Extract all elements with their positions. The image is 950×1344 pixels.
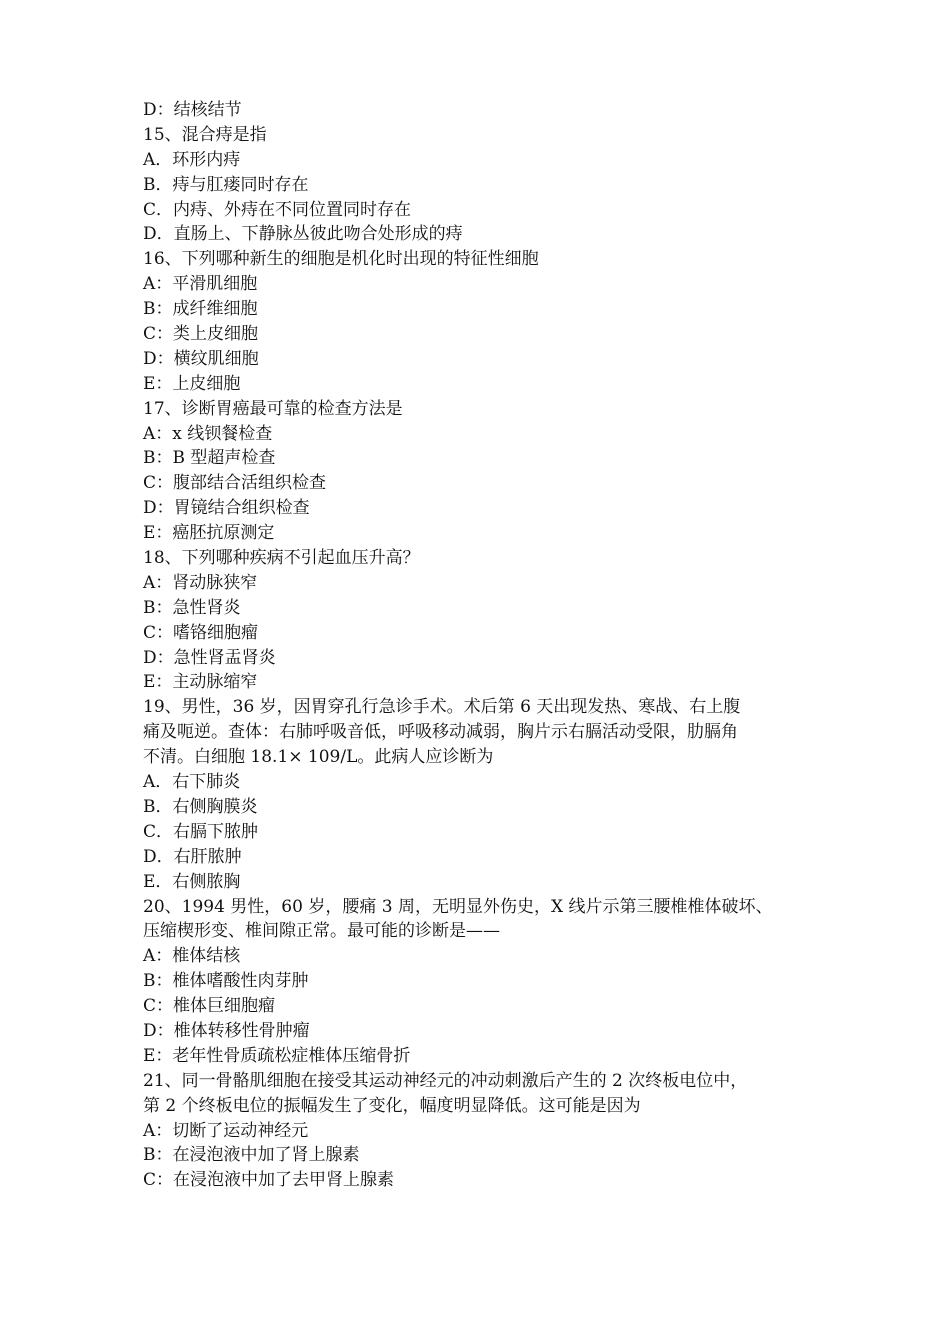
question-21-line-2: 第 2 个终板电位的振幅发生了变化，幅度明显降低。这可能是因为	[143, 1095, 641, 1116]
question-16: 16、下列哪种新生的细胞是机化时出现的特征性细胞	[143, 249, 539, 270]
option-19-d: D．右肝脓肿	[143, 846, 242, 867]
option-19-a: A．右下肺炎	[143, 772, 241, 793]
question-20-line-1: 20、1994 男性，60 岁，腰痛 3 周，无明显外伤史，X 线片示第三腰椎椎体破坏、	[143, 896, 773, 917]
option-21-a: A：切断了运动神经元	[143, 1120, 309, 1141]
option-20-a: A：椎体结核	[143, 946, 241, 967]
option-18-b: B：急性肾炎	[143, 597, 241, 618]
option-16-c: C：类上皮细胞	[143, 324, 259, 345]
question-18: 18、下列哪种疾病不引起血压升高？	[143, 548, 420, 569]
option-15-b: B．痔与肛瘘同时存在	[143, 174, 309, 195]
option-15-c: C．内痔、外痔在不同位置同时存在	[143, 199, 412, 220]
option-17-c: C：腹部结合活组织检查	[143, 473, 327, 494]
option-20-e: E：老年性骨质疏松症椎体压缩骨折	[143, 1045, 411, 1066]
question-17: 17、诊断胃癌最可靠的检查方法是	[143, 398, 403, 419]
question-21-options	[143, 1119, 823, 1194]
question-15: 15、混合痔是指	[143, 124, 267, 145]
question-19-line-1: 19、男性，36 岁，因胃穿孔行急诊手术。术后第 6 天出现发热、寒战、右上腹	[143, 697, 741, 718]
option-17-e: E：癌胚抗原测定	[143, 523, 275, 544]
option-21-b: B：在浸泡液中加了肾上腺素	[143, 1145, 360, 1166]
option-20-b: B：椎体嗜酸性肉芽肿	[143, 971, 309, 992]
option-18-a: A：肾动脉狭窄	[143, 572, 258, 593]
option-16-a: A：平滑肌细胞	[143, 274, 258, 295]
option-14-d: D：结核结节	[143, 100, 242, 120]
option-17-b: B：B 型超声检查	[143, 448, 276, 469]
option-18-e: E：主动脉缩窄	[143, 672, 258, 693]
option-16-e: E：上皮细胞	[143, 373, 241, 394]
option-16-d: D：横纹肌细胞	[143, 348, 259, 369]
option-19-c: C．右膈下脓肿	[143, 821, 259, 842]
option-17-d: D：胃镜结合组织检查	[143, 498, 310, 519]
question-19-options	[143, 770, 823, 894]
question-20-line-2: 压缩楔形变、椎间隙正常。最可能的诊断是——	[143, 921, 500, 942]
question-20-options	[143, 944, 823, 1068]
option-15-a: A．环形内痔	[143, 149, 241, 170]
questions-14-18	[143, 98, 823, 695]
option-15-d: D．直肠上、下静脉丛彼此吻合处形成的痔	[143, 224, 463, 245]
option-16-b: B：成纤维细胞	[143, 299, 258, 320]
option-21-c: C：在浸泡液中加了去甲肾上腺素	[143, 1170, 395, 1191]
option-17-a: A：x 线钡餐检查	[143, 423, 273, 444]
option-20-d: D：椎体转移性骨肿瘤	[143, 1020, 310, 1041]
option-19-e: E．右侧脓胸	[143, 871, 241, 892]
option-18-c: C：嗜铬细胞瘤	[143, 622, 259, 643]
document-page	[143, 98, 823, 1193]
question-19-line-3: 不清。白细胞 18.1× 109/L。此病人应诊断为	[143, 747, 494, 768]
option-18-d: D：急性肾盂肾炎	[143, 647, 276, 668]
option-19-b: B．右侧胸膜炎	[143, 796, 258, 817]
question-21-line-1: 21、同一骨骼肌细胞在接受其运动神经元的冲动刺激后产生的 2 次终板电位中，	[143, 1070, 748, 1091]
question-19-line-2: 痛及呃逆。查体：右肺呼吸音低，呼吸移动减弱，胸片示右膈活动受限，肋膈角	[143, 722, 738, 743]
option-20-c: C：椎体巨细胞瘤	[143, 996, 276, 1017]
